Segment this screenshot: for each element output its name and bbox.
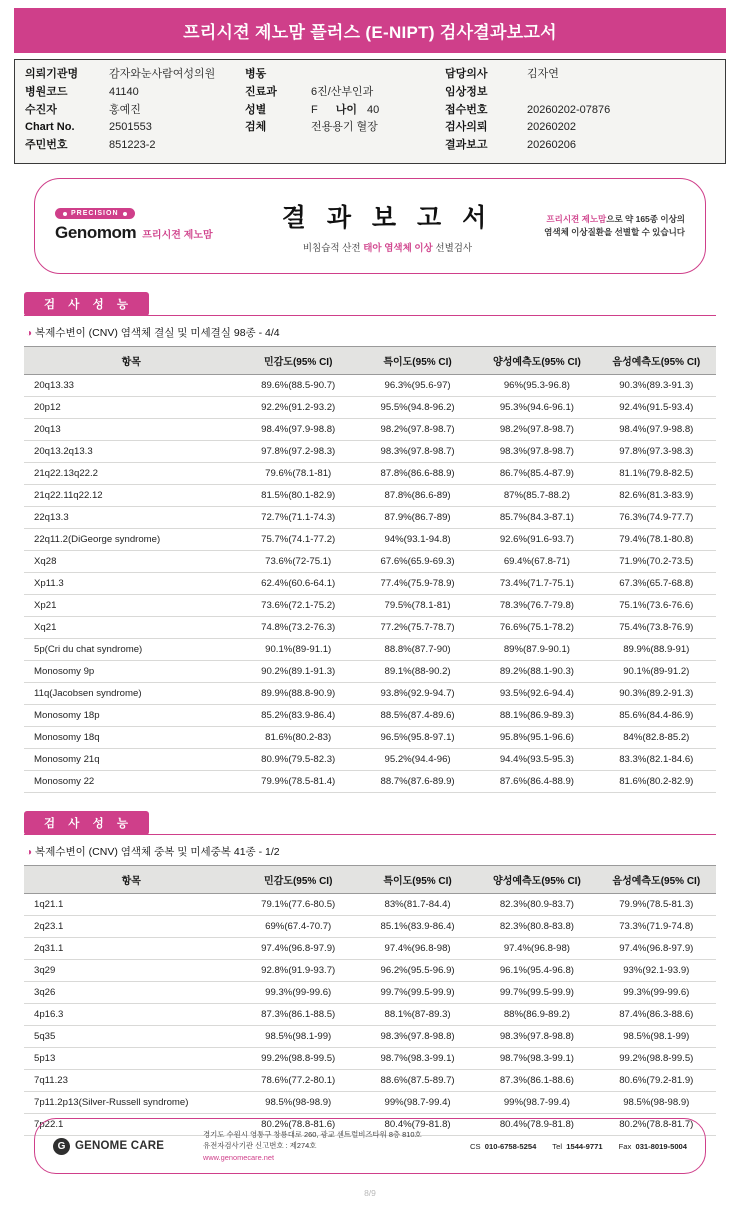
cell-value: 88.1%(87-89.3) bbox=[358, 1003, 477, 1025]
cell-value: 98.5%(98.1-99) bbox=[597, 1025, 716, 1047]
cell-value: 99.2%(98.8-99.5) bbox=[239, 1047, 358, 1069]
cell-value: 81.5%(80.1-82.9) bbox=[239, 484, 358, 506]
cell-item-name: 1q21.1 bbox=[24, 893, 239, 915]
table-row bbox=[24, 462, 716, 484]
cell-value: 99.7%(99.5-99.9) bbox=[477, 981, 596, 1003]
cell-value: 89.2%(88.1-90.3) bbox=[477, 660, 596, 682]
cell-value: 78.6%(77.2-80.1) bbox=[239, 1069, 358, 1091]
cell-value: 95.8%(95.1-96.6) bbox=[477, 726, 596, 748]
info-value: F bbox=[311, 103, 318, 116]
cell-value: 90.3%(89.3-91.3) bbox=[597, 374, 716, 396]
cell-value: 80.9%(79.5-82.3) bbox=[239, 748, 358, 770]
cell-item-name: Xq28 bbox=[24, 550, 239, 572]
table-row bbox=[24, 1069, 716, 1091]
info-value-age: 40 bbox=[367, 103, 380, 116]
cell-value: 81.1%(79.8-82.5) bbox=[597, 462, 716, 484]
section-caption-text: 복제수변이 (CNV) 염색체 중복 및 미세중복 41종 - 1/2 bbox=[35, 845, 280, 858]
cell-value: 94%(93.1-94.8) bbox=[358, 528, 477, 550]
report-title-block bbox=[255, 198, 520, 254]
cell-item-name: 3q29 bbox=[24, 959, 239, 981]
cell-value: 97.4%(96.8-97.9) bbox=[597, 937, 716, 959]
brand-line bbox=[55, 223, 255, 243]
cell-value: 82.6%(81.3-83.9) bbox=[597, 484, 716, 506]
table-header-row bbox=[24, 346, 716, 374]
table-row bbox=[24, 770, 716, 792]
info-value: 20260206 bbox=[527, 139, 576, 151]
cell-item-name: 2q23.1 bbox=[24, 915, 239, 937]
report-subtitle-post: 선별검사 bbox=[432, 242, 473, 254]
cell-value: 73.3%(71.9-74.8) bbox=[597, 915, 716, 937]
cell-value: 99.2%(98.8-99.5) bbox=[597, 1047, 716, 1069]
col-header-npv: 음성예측도(95% CI) bbox=[597, 346, 716, 374]
cell-value: 88%(86.9-89.2) bbox=[477, 1003, 596, 1025]
cell-value: 88.7%(87.6-89.9) bbox=[358, 770, 477, 792]
cell-item-name: 7q11.23 bbox=[24, 1069, 239, 1091]
cell-value: 83%(81.7-84.4) bbox=[358, 893, 477, 915]
cell-value: 98.5%(98-98.9) bbox=[239, 1091, 358, 1113]
cell-value: 89.6%(88.5-90.7) bbox=[239, 374, 358, 396]
cell-value: 89%(87.9-90.1) bbox=[477, 638, 596, 660]
cell-item-name: 5q35 bbox=[24, 1025, 239, 1047]
cnv-deletion-table bbox=[24, 346, 716, 793]
cell-value: 93%(92.1-93.9) bbox=[597, 959, 716, 981]
genome-care-mark-icon: G bbox=[53, 1138, 70, 1155]
table-row bbox=[24, 528, 716, 550]
table-row bbox=[24, 748, 716, 770]
contact-cs-label: CS bbox=[469, 1141, 481, 1151]
cell-value: 79.9%(78.5-81.4) bbox=[239, 770, 358, 792]
report-note-line-2: 염색체 이상질환을 선별할 수 있습니다 bbox=[544, 226, 685, 237]
cell-value: 98.7%(98.3-99.1) bbox=[477, 1047, 596, 1069]
cell-value: 67.6%(65.9-69.3) bbox=[358, 550, 477, 572]
cell-value: 87.3%(86.1-88.5) bbox=[239, 1003, 358, 1025]
cell-value: 98.4%(97.9-98.8) bbox=[239, 418, 358, 440]
col-header-sensitivity: 민감도(95% CI) bbox=[239, 865, 358, 893]
cell-item-name: Monosomy 22 bbox=[24, 770, 239, 792]
cell-item-name: Xp21 bbox=[24, 594, 239, 616]
cell-value: 98.3%(97.8-98.7) bbox=[477, 440, 596, 462]
table-row bbox=[24, 396, 716, 418]
info-row bbox=[245, 68, 445, 82]
precision-badge-label: PRECISION bbox=[71, 210, 119, 218]
cell-value: 82.3%(80.8-83.8) bbox=[477, 915, 596, 937]
info-label: 결과보고 bbox=[445, 139, 488, 151]
cell-value: 76.3%(74.9-77.7) bbox=[597, 506, 716, 528]
patient-info-box bbox=[14, 59, 726, 164]
table-row bbox=[24, 1091, 716, 1113]
cell-value: 99.3%(99-99.6) bbox=[597, 981, 716, 1003]
cell-value: 80.4%(78.9-81.8) bbox=[477, 1113, 596, 1135]
cell-value: 82.3%(80.9-83.7) bbox=[477, 893, 596, 915]
info-label: Chart No. bbox=[25, 121, 75, 134]
info-label: 수진자 bbox=[25, 103, 57, 116]
cell-item-name: 21q22.11q22.12 bbox=[24, 484, 239, 506]
info-label: 진료과 bbox=[245, 85, 277, 98]
cell-item-name: 4p16.3 bbox=[24, 1003, 239, 1025]
info-row bbox=[445, 104, 715, 118]
cell-value: 78.3%(76.7-79.8) bbox=[477, 594, 596, 616]
report-subtitle bbox=[255, 240, 520, 254]
contact-fax bbox=[619, 1142, 687, 1151]
cnv-duplication-table bbox=[24, 865, 716, 1136]
cell-value: 85.6%(84.4-86.9) bbox=[597, 704, 716, 726]
table-row bbox=[24, 915, 716, 937]
cell-value: 90.2%(89.1-91.3) bbox=[239, 660, 358, 682]
cell-value: 95.3%(94.6-96.1) bbox=[477, 396, 596, 418]
cell-value: 98.5%(98-98.9) bbox=[597, 1091, 716, 1113]
cell-value: 80.2%(78.8-81.7) bbox=[597, 1113, 716, 1135]
cell-item-name: 20q13 bbox=[24, 418, 239, 440]
cell-value: 83.3%(82.1-84.6) bbox=[597, 748, 716, 770]
cell-item-name: 20q13.2q13.3 bbox=[24, 440, 239, 462]
brand-block bbox=[55, 208, 255, 243]
info-label: 의뢰기관명 bbox=[25, 68, 79, 80]
patient-info-col-3 bbox=[445, 68, 715, 153]
cell-item-name: 5p(Cri du chat syndrome) bbox=[24, 638, 239, 660]
cell-value: 73.6%(72-75.1) bbox=[239, 550, 358, 572]
info-row bbox=[445, 68, 715, 82]
report-subtitle-highlight: 태아 염색체 이상 bbox=[363, 242, 433, 254]
cell-item-name: 22q11.2(DiGeorge syndrome) bbox=[24, 528, 239, 550]
cell-item-name: 20p12 bbox=[24, 396, 239, 418]
address-line-2: 유전자검사기관 신고번호 : 제274호 bbox=[203, 1141, 317, 1151]
patient-info-col-1 bbox=[25, 68, 245, 153]
cell-value: 80.6%(79.2-81.9) bbox=[597, 1069, 716, 1091]
info-row bbox=[245, 86, 445, 100]
cell-item-name: Monosomy 18q bbox=[24, 726, 239, 748]
bullet-icon: ◑ bbox=[26, 846, 33, 858]
col-header-ppv: 양성예측도(95% CI) bbox=[477, 346, 596, 374]
col-header-item: 항목 bbox=[24, 865, 239, 893]
table-row bbox=[24, 1047, 716, 1069]
info-value: 감자와눈사람여성의원 bbox=[109, 68, 216, 80]
genome-care-logo bbox=[53, 1138, 203, 1155]
brand-subname: 프리시젼 제노맘 bbox=[142, 230, 213, 242]
cell-item-name: 3q26 bbox=[24, 981, 239, 1003]
section-caption bbox=[26, 844, 716, 859]
cell-value: 97.4%(96.8-98) bbox=[477, 937, 596, 959]
cell-value: 69%(67.4-70.7) bbox=[239, 915, 358, 937]
info-value: 전용용기 혈장 bbox=[311, 121, 378, 134]
report-title: 결 과 보 고 서 bbox=[281, 203, 494, 232]
cell-value: 89.1%(88-90.2) bbox=[358, 660, 477, 682]
cell-value: 90.1%(89-91.1) bbox=[239, 638, 358, 660]
website-link[interactable]: www.genomecare.net bbox=[203, 1152, 275, 1162]
section-heading: 검 사 성 능 bbox=[24, 811, 149, 835]
cell-value: 96.2%(95.5-96.9) bbox=[358, 959, 477, 981]
info-label: 검사의뢰 bbox=[445, 121, 488, 134]
cell-value: 69.4%(67.8-71) bbox=[477, 550, 596, 572]
table-row bbox=[24, 484, 716, 506]
cell-value: 90.3%(89.2-91.3) bbox=[597, 682, 716, 704]
cell-value: 75.4%(73.8-76.9) bbox=[597, 616, 716, 638]
footer-card bbox=[34, 1118, 706, 1174]
cell-value: 71.9%(70.2-73.5) bbox=[597, 550, 716, 572]
cell-value: 98.4%(97.9-98.8) bbox=[597, 418, 716, 440]
info-row bbox=[25, 68, 245, 82]
cell-value: 85.1%(83.9-86.4) bbox=[358, 915, 477, 937]
bullet-icon: ◑ bbox=[26, 327, 33, 339]
section-caption bbox=[26, 325, 716, 340]
table-row bbox=[24, 616, 716, 638]
report-note bbox=[520, 213, 685, 239]
contact-fax-value: 031-8019-5004 bbox=[635, 1141, 687, 1151]
info-label: 임상정보 bbox=[445, 85, 488, 98]
section-heading: 검 사 성 능 bbox=[24, 292, 149, 316]
cell-value: 96.1%(95.4-96.8) bbox=[477, 959, 596, 981]
info-row bbox=[445, 86, 715, 100]
info-value: 41140 bbox=[109, 85, 139, 98]
report-note-line-1 bbox=[520, 213, 685, 226]
cell-value: 87.9%(86.7-89) bbox=[358, 506, 477, 528]
cell-item-name: 11q(Jacobsen syndrome) bbox=[24, 682, 239, 704]
section-header-row bbox=[24, 292, 716, 316]
report-header-card bbox=[34, 178, 706, 274]
cell-value: 81.6%(80.2-82.9) bbox=[597, 770, 716, 792]
info-label: 병동 bbox=[245, 68, 267, 80]
patient-info-col-2 bbox=[245, 68, 445, 153]
cell-value: 94.4%(93.5-95.3) bbox=[477, 748, 596, 770]
info-value: 2501553 bbox=[109, 121, 152, 134]
info-label: 성별 bbox=[245, 103, 267, 116]
info-value: 6진/산부인과 bbox=[311, 85, 374, 98]
cell-item-name: 7p11.2p13(Silver-Russell syndrome) bbox=[24, 1091, 239, 1113]
cell-value: 89.9%(88.8-90.9) bbox=[239, 682, 358, 704]
cell-value: 96.5%(95.8-97.1) bbox=[358, 726, 477, 748]
cell-value: 73.4%(71.7-75.1) bbox=[477, 572, 596, 594]
table-row bbox=[24, 374, 716, 396]
cell-value: 99%(98.7-99.4) bbox=[358, 1091, 477, 1113]
cell-value: 79.5%(78.1-81) bbox=[358, 594, 477, 616]
cell-value: 79.6%(78.1-81) bbox=[239, 462, 358, 484]
report-note-rest: 으로 약 165종 이상의 bbox=[606, 214, 685, 224]
info-row bbox=[245, 121, 445, 135]
cell-item-name: Xp11.3 bbox=[24, 572, 239, 594]
cell-value: 75.7%(74.1-77.2) bbox=[239, 528, 358, 550]
info-row bbox=[445, 121, 715, 135]
cell-item-name: Monosomy 21q bbox=[24, 748, 239, 770]
cell-item-name: 21q22.13q22.2 bbox=[24, 462, 239, 484]
info-label-age: 나이 bbox=[335, 103, 357, 116]
table-row bbox=[24, 959, 716, 981]
precision-badge bbox=[55, 208, 135, 219]
cell-value: 87.8%(86.6-88.9) bbox=[358, 462, 477, 484]
info-row bbox=[245, 104, 445, 118]
cell-value: 96%(95.3-96.8) bbox=[477, 374, 596, 396]
section-header-row bbox=[24, 811, 716, 835]
cell-value: 87.4%(86.3-88.6) bbox=[597, 1003, 716, 1025]
table-header-row bbox=[24, 865, 716, 893]
report-note-highlight: 프리시젼 제노맘 bbox=[546, 214, 607, 224]
cell-value: 88.6%(87.5-89.7) bbox=[358, 1069, 477, 1091]
cell-value: 99.7%(99.5-99.9) bbox=[358, 981, 477, 1003]
cell-value: 99.3%(99-99.6) bbox=[239, 981, 358, 1003]
footer-contacts bbox=[470, 1142, 687, 1151]
table-row bbox=[24, 506, 716, 528]
info-label: 담당의사 bbox=[445, 68, 488, 80]
cell-value: 92.8%(91.9-93.7) bbox=[239, 959, 358, 981]
footer-address bbox=[203, 1129, 470, 1163]
address-line-1: 경기도 수원시 영통구 창룡대로 260, 광교 센트럴비즈타워 8층 810호 bbox=[203, 1129, 422, 1139]
contact-tel bbox=[552, 1142, 602, 1151]
cell-value: 92.6%(91.6-93.7) bbox=[477, 528, 596, 550]
table-row bbox=[24, 726, 716, 748]
cell-item-name: 22q13.3 bbox=[24, 506, 239, 528]
brand-name: Genomom bbox=[55, 223, 137, 243]
info-row bbox=[445, 139, 715, 153]
cell-value: 98.3%(97.8-98.8) bbox=[358, 1025, 477, 1047]
cell-value: 97.4%(96.8-98) bbox=[358, 937, 477, 959]
cell-item-name: Monosomy 9p bbox=[24, 660, 239, 682]
cell-value: 87.3%(86.1-88.6) bbox=[477, 1069, 596, 1091]
cell-value: 98.3%(97.8-98.8) bbox=[477, 1025, 596, 1047]
cell-item-name: 20q13.33 bbox=[24, 374, 239, 396]
cell-item-name: 2q31.1 bbox=[24, 937, 239, 959]
info-value: 김자연 bbox=[527, 68, 559, 80]
cell-value: 72.7%(71.1-74.3) bbox=[239, 506, 358, 528]
cell-value: 84%(82.8-85.2) bbox=[597, 726, 716, 748]
cell-value: 88.1%(86.9-89.3) bbox=[477, 704, 596, 726]
cnv-deletion-body bbox=[24, 374, 716, 792]
table-row bbox=[24, 1003, 716, 1025]
cell-value: 79.1%(77.6-80.5) bbox=[239, 893, 358, 915]
cell-value: 95.5%(94.8-96.2) bbox=[358, 396, 477, 418]
info-value: 851223-2 bbox=[109, 139, 156, 151]
col-header-sensitivity: 민감도(95% CI) bbox=[239, 346, 358, 374]
info-label: 접수번호 bbox=[445, 103, 488, 116]
cell-value: 77.4%(75.9-78.9) bbox=[358, 572, 477, 594]
table-row bbox=[24, 440, 716, 462]
cell-value: 89.9%(88.9-91) bbox=[597, 638, 716, 660]
contact-cs bbox=[470, 1142, 536, 1151]
cell-value: 88.5%(87.4-89.6) bbox=[358, 704, 477, 726]
cell-value: 87%(85.7-88.2) bbox=[477, 484, 596, 506]
cell-value: 81.6%(80.2-83) bbox=[239, 726, 358, 748]
info-row bbox=[25, 139, 245, 153]
cell-value: 79.9%(78.5-81.3) bbox=[597, 893, 716, 915]
section-caption-text: 복제수변이 (CNV) 염색체 결실 및 미세결실 98종 - 4/4 bbox=[35, 326, 280, 339]
cell-value: 98.2%(97.8-98.7) bbox=[477, 418, 596, 440]
cell-value: 67.3%(65.7-68.8) bbox=[597, 572, 716, 594]
cell-value: 73.6%(72.1-75.2) bbox=[239, 594, 358, 616]
cell-value: 85.7%(84.3-87.1) bbox=[477, 506, 596, 528]
cell-value: 75.1%(73.6-76.6) bbox=[597, 594, 716, 616]
col-header-item: 항목 bbox=[24, 346, 239, 374]
table-row bbox=[24, 572, 716, 594]
cell-value: 98.7%(98.3-99.1) bbox=[358, 1047, 477, 1069]
cell-value: 74.8%(73.2-76.3) bbox=[239, 616, 358, 638]
col-header-ppv: 양성예측도(95% CI) bbox=[477, 865, 596, 893]
cell-value: 92.2%(91.2-93.2) bbox=[239, 396, 358, 418]
cell-value: 97.4%(96.8-97.9) bbox=[239, 937, 358, 959]
table-row bbox=[24, 418, 716, 440]
col-header-npv: 음성예측도(95% CI) bbox=[597, 865, 716, 893]
cell-item-name: 7p22.1 bbox=[24, 1113, 239, 1135]
table-row bbox=[24, 550, 716, 572]
genome-care-logo-text: GENOME CARE bbox=[75, 1140, 165, 1152]
table-row bbox=[24, 704, 716, 726]
dot-icon bbox=[123, 212, 127, 216]
info-row bbox=[25, 121, 245, 135]
cell-value: 98.3%(97.8-98.7) bbox=[358, 440, 477, 462]
page-number: 8/9 bbox=[364, 1188, 376, 1198]
cell-value: 85.2%(83.9-86.4) bbox=[239, 704, 358, 726]
info-label: 주민번호 bbox=[25, 139, 68, 151]
cell-item-name: 5p13 bbox=[24, 1047, 239, 1069]
cell-value: 79.4%(78.1-80.8) bbox=[597, 528, 716, 550]
cell-value: 97.8%(97.2-98.3) bbox=[239, 440, 358, 462]
cell-item-name: Xq21 bbox=[24, 616, 239, 638]
table-row bbox=[24, 638, 716, 660]
info-row bbox=[25, 104, 245, 118]
table-row bbox=[24, 893, 716, 915]
cell-value: 88.8%(87.7-90) bbox=[358, 638, 477, 660]
info-label: 검체 bbox=[245, 121, 267, 134]
table-row bbox=[24, 594, 716, 616]
table-row bbox=[24, 981, 716, 1003]
table-row bbox=[24, 1025, 716, 1047]
cell-value: 90.1%(89-91.2) bbox=[597, 660, 716, 682]
info-row bbox=[25, 86, 245, 100]
report-page bbox=[0, 8, 740, 1216]
contact-tel-value: 1544-9771 bbox=[566, 1141, 603, 1151]
info-value: 20260202-07876 bbox=[527, 103, 611, 116]
cell-value: 98.5%(98.1-99) bbox=[239, 1025, 358, 1047]
cell-value: 97.8%(97.3-98.3) bbox=[597, 440, 716, 462]
info-value: 20260202 bbox=[527, 121, 576, 134]
info-value: 홍예진 bbox=[109, 103, 141, 116]
cell-value: 77.2%(75.7-78.7) bbox=[358, 616, 477, 638]
cell-value: 87.8%(86.6-89) bbox=[358, 484, 477, 506]
table-row bbox=[24, 660, 716, 682]
col-header-specificity: 특이도(95% CI) bbox=[358, 346, 477, 374]
dot-icon bbox=[63, 212, 67, 216]
cell-value: 80.4%(79-81.8) bbox=[358, 1113, 477, 1135]
cell-value: 95.2%(94.4-96) bbox=[358, 748, 477, 770]
report-subtitle-pre: 비침습적 산전 bbox=[302, 242, 364, 254]
cell-value: 87.6%(86.4-88.9) bbox=[477, 770, 596, 792]
table-row bbox=[24, 682, 716, 704]
cell-value: 93.8%(92.9-94.7) bbox=[358, 682, 477, 704]
cell-value: 92.4%(91.5-93.4) bbox=[597, 396, 716, 418]
section-cnv-deletion bbox=[24, 292, 716, 793]
cell-value: 99%(98.7-99.4) bbox=[477, 1091, 596, 1113]
cell-value: 93.5%(92.6-94.4) bbox=[477, 682, 596, 704]
cell-item-name: Monosomy 18p bbox=[24, 704, 239, 726]
cell-value: 96.3%(95.6-97) bbox=[358, 374, 477, 396]
cell-value: 80.2%(78.8-81.6) bbox=[239, 1113, 358, 1135]
col-header-specificity: 특이도(95% CI) bbox=[358, 865, 477, 893]
contact-tel-label: Tel bbox=[552, 1141, 563, 1151]
contact-fax-label: Fax bbox=[618, 1141, 632, 1151]
cell-value: 98.2%(97.8-98.7) bbox=[358, 418, 477, 440]
cnv-duplication-body bbox=[24, 893, 716, 1135]
page-title: 프리시젼 제노맘 플러스 (E-NIPT) 검사결과보고서 bbox=[14, 8, 726, 53]
section-cnv-duplication bbox=[24, 811, 716, 1136]
cell-value: 62.4%(60.6-64.1) bbox=[239, 572, 358, 594]
table-row bbox=[24, 937, 716, 959]
cell-value: 86.7%(85.4-87.9) bbox=[477, 462, 596, 484]
contact-cs-value: 010-6758-5254 bbox=[484, 1141, 537, 1151]
info-label: 병원코드 bbox=[25, 85, 68, 98]
cell-value: 76.6%(75.1-78.2) bbox=[477, 616, 596, 638]
